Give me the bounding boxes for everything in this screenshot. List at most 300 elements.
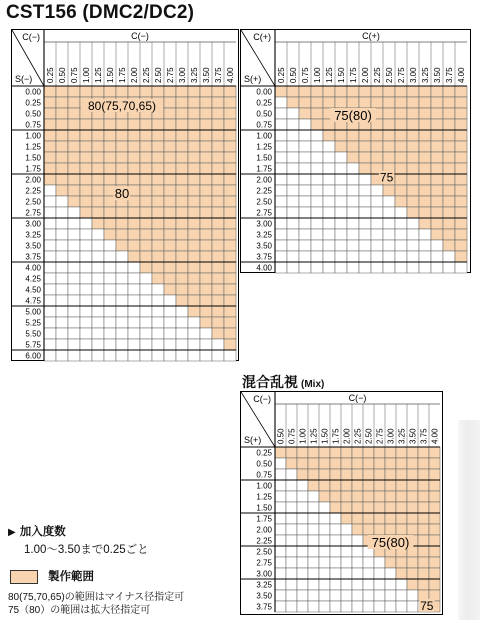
grid-cell [44, 218, 56, 229]
column-label: 3.75 [419, 428, 429, 444]
grid-cell [116, 163, 128, 174]
grid-cell [212, 130, 224, 141]
grid-cell [429, 579, 440, 590]
grid-cell [212, 317, 224, 328]
grid-cell [44, 229, 56, 240]
right-range-grid [241, 30, 470, 272]
grid-cell [429, 491, 440, 502]
grid-cell [347, 163, 359, 174]
grid-cell [92, 141, 104, 152]
grid-cell [385, 524, 396, 535]
grid-cell [68, 141, 80, 152]
grid-cell [275, 590, 286, 601]
grid-cell [224, 273, 236, 284]
grid-cell [297, 458, 308, 469]
row-label: 2.00 [256, 525, 272, 535]
grid-cell [188, 295, 200, 306]
grid-cell [152, 317, 164, 328]
grid-cell [319, 590, 330, 601]
grid-cell [200, 152, 212, 163]
grid-cell [68, 185, 80, 196]
grid-cell [455, 262, 467, 273]
row-label: 0.25 [256, 98, 272, 108]
grid-cell [429, 546, 440, 557]
grid-cell [176, 262, 188, 273]
grid-cell [80, 262, 92, 273]
grid-cell [407, 590, 418, 601]
grid-cell [335, 185, 347, 196]
grid-cell [359, 196, 371, 207]
grid-cell [347, 141, 359, 152]
grid-cell [374, 458, 385, 469]
grid-cell [152, 339, 164, 350]
row-label: 0.75 [25, 120, 41, 130]
grid-cell [188, 284, 200, 295]
grid-cell [419, 163, 431, 174]
grid-cell [104, 328, 116, 339]
grid-cell [275, 546, 286, 557]
grid-cell [80, 317, 92, 328]
grid-cell [286, 546, 297, 557]
grid-cell [323, 240, 335, 251]
grid-cell [418, 502, 429, 513]
grid-cell [56, 86, 68, 97]
grid-cell [347, 185, 359, 196]
grid-cell [418, 469, 429, 480]
grid-cell [323, 141, 335, 152]
grid-cell [80, 251, 92, 262]
grid-cell [116, 273, 128, 284]
grid-cell [80, 163, 92, 174]
grid-cell [308, 502, 319, 513]
grid-cell [396, 601, 407, 612]
grid-cell [455, 163, 467, 174]
column-label: 0.50 [289, 67, 298, 83]
grid-cell [164, 229, 176, 240]
grid-cell [419, 196, 431, 207]
grid-cell [56, 163, 68, 174]
grid-cell [319, 469, 330, 480]
grid-cell [341, 502, 352, 513]
grid-cell [200, 350, 212, 361]
grid-cell [212, 108, 224, 119]
column-label: 3.50 [433, 67, 442, 83]
row-label: 2.25 [256, 186, 272, 196]
grid-cell [287, 174, 299, 185]
region-label: 80 [114, 186, 130, 202]
grid-cell [164, 141, 176, 152]
grid-cell [429, 524, 440, 535]
triangle-bullet-icon: ▶ [8, 527, 16, 538]
grid-cell [431, 196, 443, 207]
row-label: 4.00 [256, 263, 272, 273]
grid-cell [335, 196, 347, 207]
grid-cell [212, 196, 224, 207]
grid-cell [128, 152, 140, 163]
grid-cell [431, 262, 443, 273]
grid-cell [140, 218, 152, 229]
grid-cell [80, 141, 92, 152]
grid-cell [407, 458, 418, 469]
grid-cell [297, 568, 308, 579]
grid-cell [200, 251, 212, 262]
grid-cell [44, 317, 56, 328]
grid-cell [371, 196, 383, 207]
grid-cell [352, 447, 363, 458]
grid-cell [395, 262, 407, 273]
grid-cell [299, 218, 311, 229]
grid-cell [152, 306, 164, 317]
grid-cell [385, 491, 396, 502]
grid-cell [311, 163, 323, 174]
grid-cell [308, 546, 319, 557]
grid-cell [140, 295, 152, 306]
row-label: 2.75 [256, 558, 272, 568]
grid-cell [104, 350, 116, 361]
grid-cell [212, 273, 224, 284]
grid-cell [212, 262, 224, 273]
grid-cell [92, 163, 104, 174]
grid-cell [286, 502, 297, 513]
grid-cell [68, 262, 80, 273]
grid-cell [418, 568, 429, 579]
grid-cell [341, 579, 352, 590]
grid-cell [330, 601, 341, 612]
grid-cell [335, 130, 347, 141]
grid-cell [395, 229, 407, 240]
row-label: 2.50 [25, 197, 41, 207]
grid-cell [104, 119, 116, 130]
addition-heading [8, 523, 66, 539]
grid-cell [275, 513, 286, 524]
grid-cell [371, 152, 383, 163]
grid-cell [164, 196, 176, 207]
column-label: 4.00 [430, 428, 440, 444]
grid-cell [200, 218, 212, 229]
grid-cell [188, 317, 200, 328]
grid-cell [431, 229, 443, 240]
grid-cell [200, 97, 212, 108]
grid-cell [152, 86, 164, 97]
grid-cell [200, 141, 212, 152]
grid-cell [188, 196, 200, 207]
grid-cell [341, 513, 352, 524]
column-label: 3.50 [408, 428, 418, 444]
grid-cell [383, 130, 395, 141]
grid-cell [455, 229, 467, 240]
grid-cell [44, 152, 56, 163]
row-label: 5.00 [25, 307, 41, 317]
grid-cell [68, 229, 80, 240]
grid-cell [275, 262, 287, 273]
grid-cell [418, 546, 429, 557]
c-axis-header: C(−) [348, 393, 367, 403]
grid-cell [104, 262, 116, 273]
grid-cell [44, 97, 56, 108]
grid-cell [104, 86, 116, 97]
grid-cell [200, 339, 212, 350]
row-label: 1.50 [256, 153, 272, 163]
grid-cell [308, 601, 319, 612]
grid-cell [385, 513, 396, 524]
grid-cell [395, 251, 407, 262]
grid-cell [56, 152, 68, 163]
grid-cell [319, 535, 330, 546]
grid-cell [68, 218, 80, 229]
grid-cell [80, 119, 92, 130]
grid-cell [104, 163, 116, 174]
grid-cell [330, 546, 341, 557]
grid-cell [297, 546, 308, 557]
left-range-grid [12, 30, 238, 360]
grid-cell [396, 458, 407, 469]
grid-cell [212, 86, 224, 97]
grid-cell [56, 317, 68, 328]
c-axis-header: C(−) [131, 31, 149, 41]
grid-cell [455, 97, 467, 108]
grid-cell [455, 251, 467, 262]
row-label: 1.25 [256, 492, 272, 502]
grid-cell [116, 262, 128, 273]
grid-cell [407, 502, 418, 513]
column-label: 2.50 [364, 428, 374, 444]
grid-cell [68, 240, 80, 251]
grid-cell [297, 513, 308, 524]
grid-cell [341, 601, 352, 612]
grid-cell [352, 502, 363, 513]
grid-cell [299, 130, 311, 141]
grid-cell [92, 174, 104, 185]
grid-cell [275, 119, 287, 130]
grid-cell [383, 185, 395, 196]
grid-cell [359, 97, 371, 108]
grid-cell [359, 185, 371, 196]
grid-cell [116, 295, 128, 306]
grid-cell [200, 163, 212, 174]
grid-cell [224, 141, 236, 152]
column-label: 2.75 [397, 67, 406, 83]
row-label: 3.25 [256, 580, 272, 590]
grid-cell [128, 207, 140, 218]
grid-cell [335, 251, 347, 262]
grid-cell [92, 229, 104, 240]
grid-cell [347, 240, 359, 251]
grid-cell [418, 535, 429, 546]
grid-cell [429, 513, 440, 524]
grid-cell [308, 568, 319, 579]
grid-cell [224, 86, 236, 97]
grid-cell [128, 119, 140, 130]
grid-cell [152, 152, 164, 163]
grid-cell [431, 141, 443, 152]
grid-cell [224, 328, 236, 339]
grid-cell [385, 480, 396, 491]
grid-cell [116, 350, 128, 361]
row-label: 4.00 [25, 263, 41, 273]
grid-cell [44, 350, 56, 361]
grid-cell [429, 502, 440, 513]
grid-cell [140, 328, 152, 339]
grid-cell [323, 251, 335, 262]
grid-cell [323, 163, 335, 174]
grid-cell [396, 502, 407, 513]
grid-cell [152, 273, 164, 284]
grid-cell [212, 240, 224, 251]
grid-cell [395, 218, 407, 229]
grid-cell [311, 240, 323, 251]
grid-cell [104, 141, 116, 152]
grid-cell [188, 339, 200, 350]
grid-cell [330, 502, 341, 513]
grid-cell [429, 568, 440, 579]
grid-cell [287, 240, 299, 251]
grid-cell [275, 108, 287, 119]
grid-cell [68, 339, 80, 350]
grid-cell [200, 119, 212, 130]
grid-cell [212, 350, 224, 361]
grid-cell [92, 240, 104, 251]
column-label: 3.50 [202, 67, 211, 83]
grid-cell [419, 86, 431, 97]
grid-cell [44, 328, 56, 339]
grid-cell [297, 524, 308, 535]
grid-cell [323, 207, 335, 218]
grid-cell [419, 207, 431, 218]
grid-cell [275, 480, 286, 491]
grid-cell [224, 130, 236, 141]
grid-cell [140, 86, 152, 97]
grid-cell [176, 229, 188, 240]
grid-cell [128, 251, 140, 262]
grid-cell [374, 513, 385, 524]
grid-cell [212, 218, 224, 229]
grid-cell [164, 207, 176, 218]
grid-cell [395, 141, 407, 152]
grid-cell [311, 97, 323, 108]
grid-cell [128, 295, 140, 306]
grid-cell [164, 339, 176, 350]
grid-cell [275, 229, 287, 240]
grid-cell [385, 502, 396, 513]
grid-cell [359, 207, 371, 218]
grid-cell [44, 306, 56, 317]
grid-cell [140, 251, 152, 262]
grid-cell [224, 119, 236, 130]
grid-cell [299, 196, 311, 207]
grid-cell [395, 163, 407, 174]
grid-cell [347, 97, 359, 108]
grid-cell [374, 469, 385, 480]
addition-title: 加入度数 [19, 526, 66, 538]
column-label: 1.00 [298, 428, 308, 444]
grid-cell [308, 458, 319, 469]
column-label: 3.75 [445, 67, 454, 83]
grid-cell [286, 469, 297, 480]
grid-cell [92, 328, 104, 339]
grid-cell [443, 130, 455, 141]
grid-cell [352, 546, 363, 557]
grid-cell [200, 273, 212, 284]
grid-cell [383, 97, 395, 108]
corner-s-label: S(−) [15, 74, 33, 84]
grid-cell [176, 163, 188, 174]
grid-cell [116, 306, 128, 317]
grid-cell [200, 174, 212, 185]
column-label: 3.75 [214, 67, 223, 83]
grid-cell [363, 557, 374, 568]
grid-cell [140, 262, 152, 273]
grid-cell [443, 196, 455, 207]
grid-cell [44, 240, 56, 251]
grid-cell [116, 251, 128, 262]
column-label: 0.75 [70, 67, 79, 83]
grid-cell [335, 86, 347, 97]
grid-cell [128, 328, 140, 339]
grid-cell [176, 240, 188, 251]
grid-cell [308, 447, 319, 458]
grid-cell [419, 229, 431, 240]
grid-cell [286, 480, 297, 491]
row-label: 0.75 [256, 470, 272, 480]
grid-cell [407, 557, 418, 568]
grid-cell [299, 207, 311, 218]
grid-cell [395, 86, 407, 97]
grid-cell [363, 447, 374, 458]
grid-cell [188, 306, 200, 317]
grid-cell [341, 447, 352, 458]
grid-cell [383, 86, 395, 97]
grid-cell [80, 185, 92, 196]
grid-cell [323, 174, 335, 185]
grid-cell [287, 185, 299, 196]
grid-cell [407, 513, 418, 524]
row-label: 6.00 [25, 351, 41, 361]
grid-cell [140, 317, 152, 328]
grid-cell [341, 557, 352, 568]
grid-cell [92, 218, 104, 229]
grid-cell [275, 251, 287, 262]
grid-cell [116, 86, 128, 97]
grid-cell [56, 240, 68, 251]
row-label: 5.25 [25, 318, 41, 328]
grid-cell [319, 447, 330, 458]
grid-cell [212, 207, 224, 218]
grid-cell [80, 229, 92, 240]
grid-cell [68, 174, 80, 185]
row-label: 3.75 [256, 252, 272, 262]
grid-cell [299, 174, 311, 185]
row-label: 0.50 [256, 459, 272, 469]
grid-cell [341, 590, 352, 601]
grid-cell [56, 119, 68, 130]
mix-table-title [242, 372, 324, 392]
grid-cell [116, 328, 128, 339]
grid-cell [104, 218, 116, 229]
grid-cell [176, 350, 188, 361]
grid-cell [335, 262, 347, 273]
row-label: 3.75 [256, 602, 272, 612]
grid-cell [68, 306, 80, 317]
grid-cell [431, 218, 443, 229]
grid-cell [80, 130, 92, 141]
column-label: 3.25 [190, 67, 199, 83]
grid-cell [299, 86, 311, 97]
grid-cell [323, 262, 335, 273]
grid-cell [275, 568, 286, 579]
grid-cell [104, 207, 116, 218]
row-label: 2.25 [256, 536, 272, 546]
grid-cell [383, 152, 395, 163]
